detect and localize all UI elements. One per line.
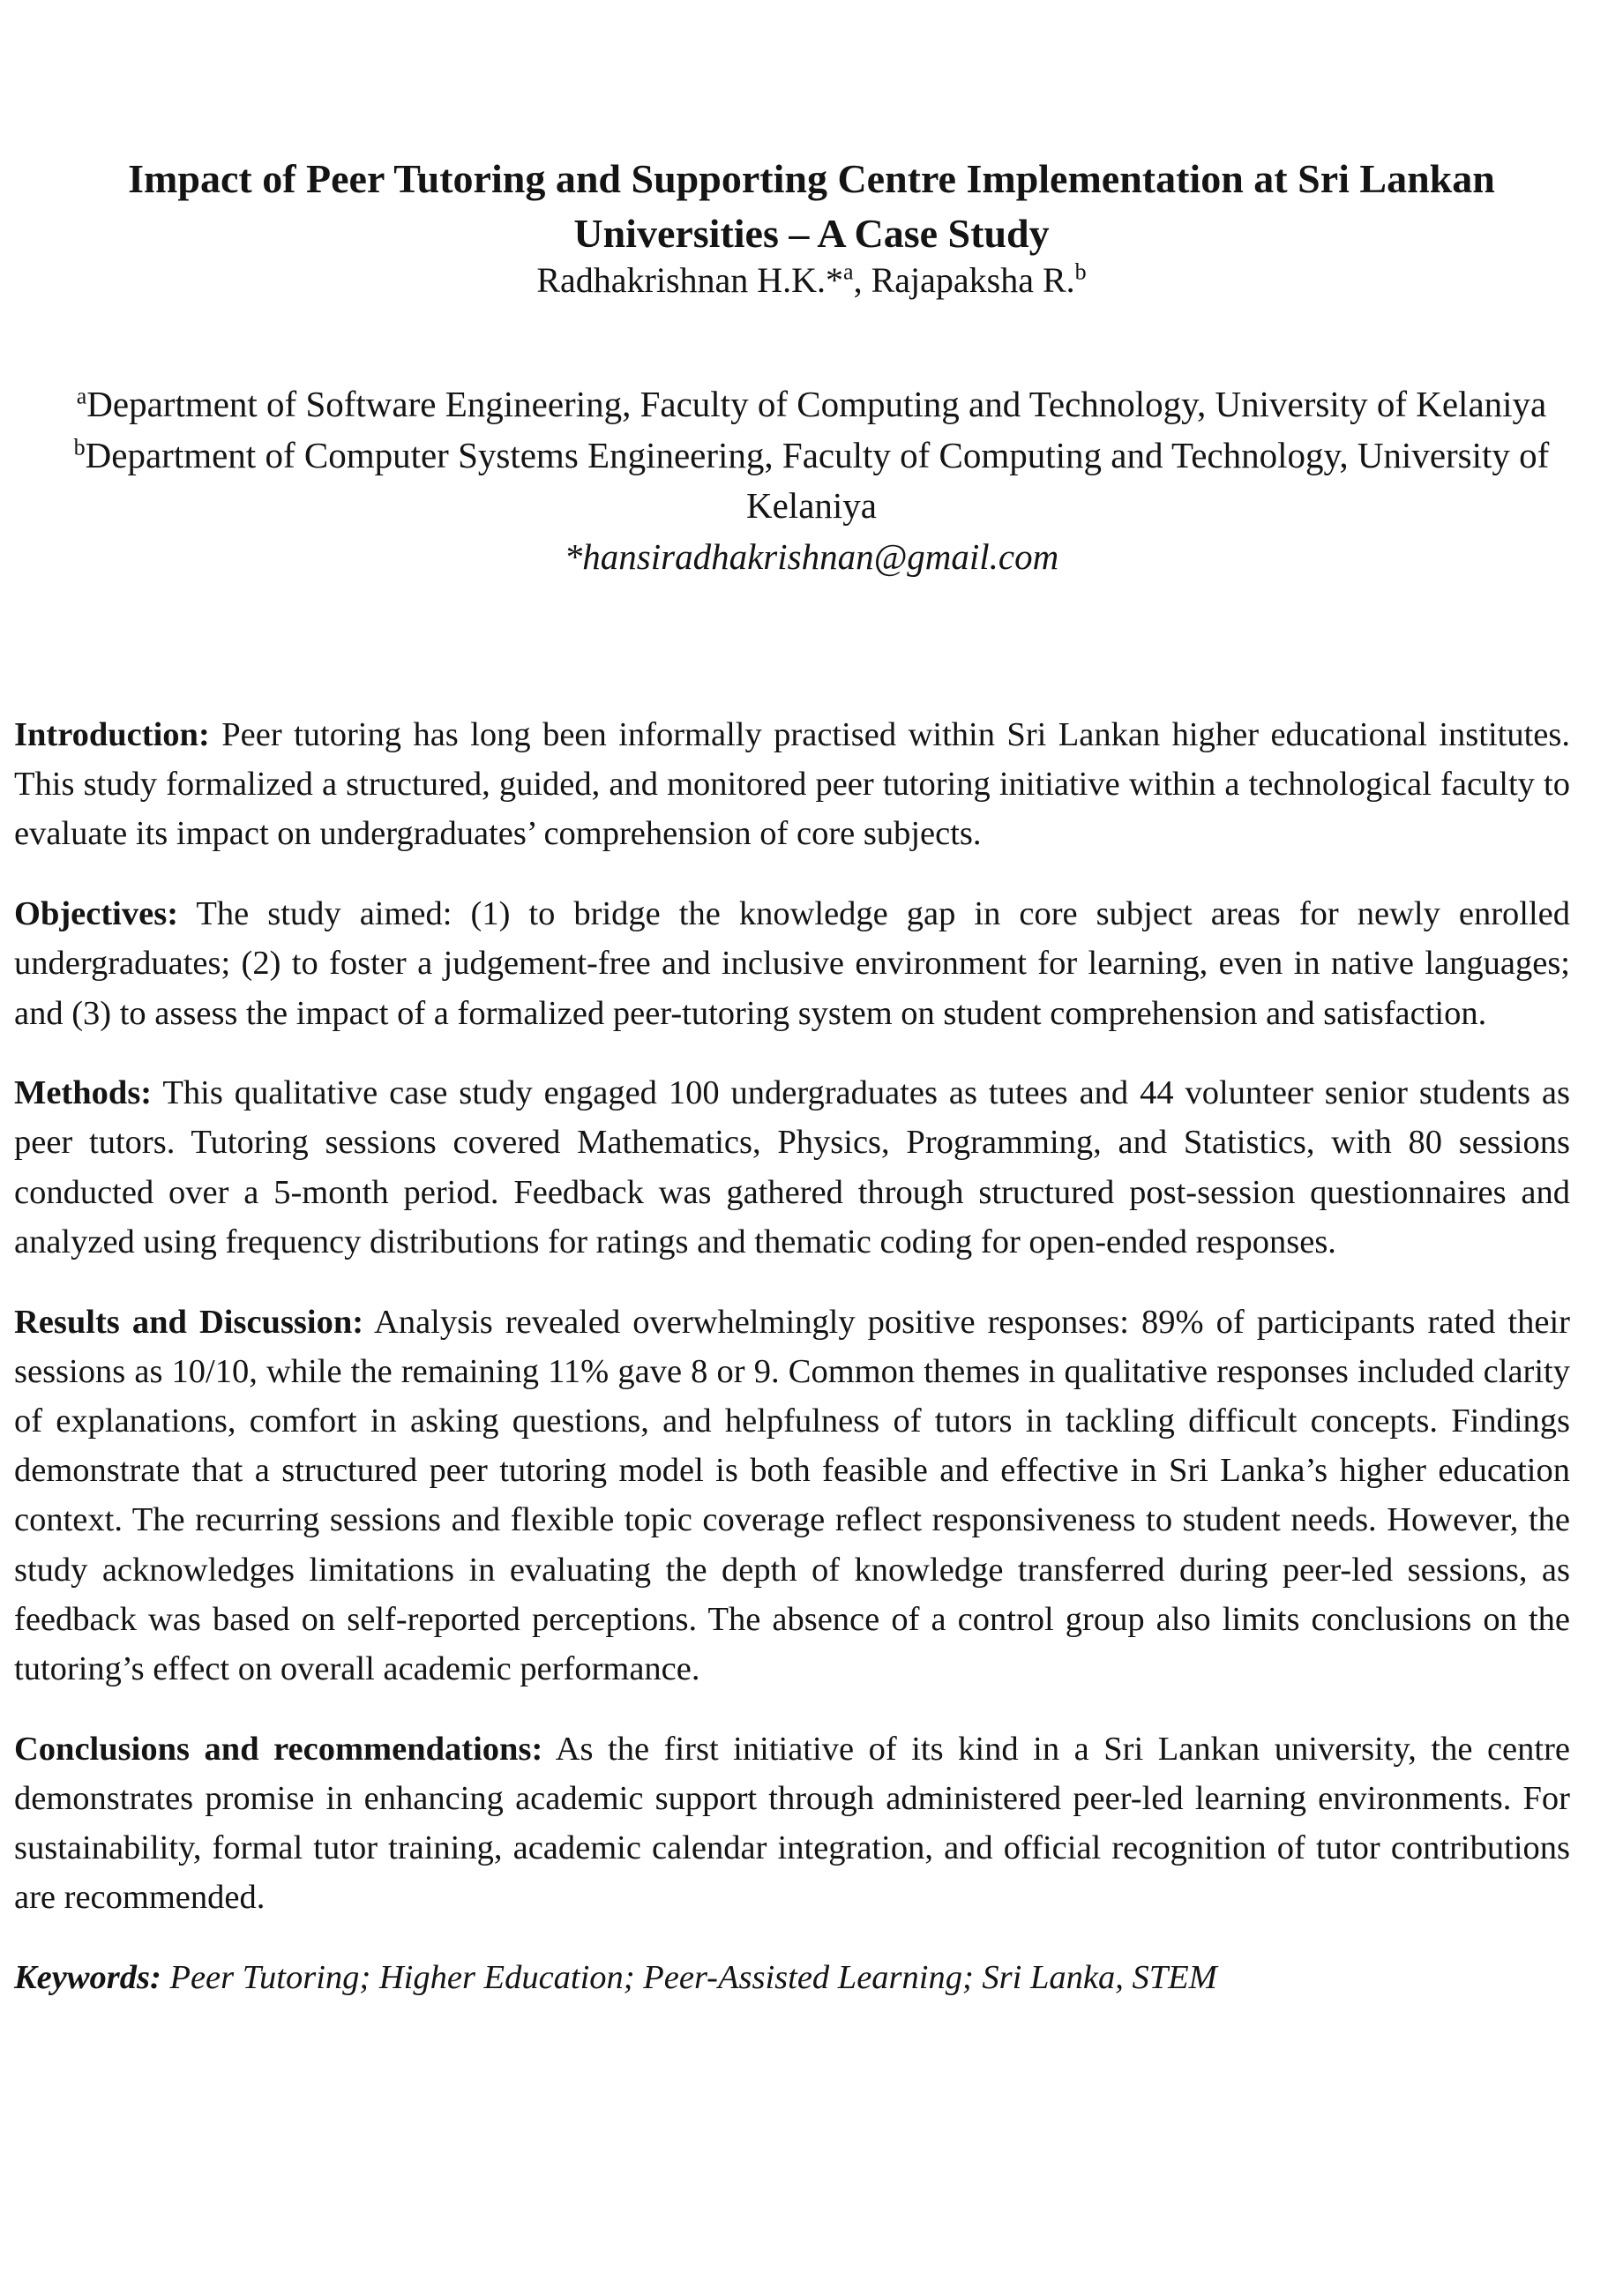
author-2-superscript: b — [1074, 258, 1087, 285]
author-line — [35, 256, 1588, 305]
affiliation-1 — [35, 379, 1588, 430]
methods-paragraph — [14, 1068, 1570, 1267]
introduction-paragraph — [14, 710, 1570, 859]
conclusions-text: As the first initiative of its kind in a Sri Lankan university, the centre demonstrates promise in enhancing academic support through administered peer-led learning environments. For sustainability, formal tutor training, academic calendar integration, and official recognition of tutor contributions are recommended. — [14, 1730, 1570, 1917]
keywords-text: Peer Tutoring; Higher Education; Peer-Assisted Learning; Sri Lanka, STEM — [169, 1958, 1217, 1996]
affiliations — [35, 379, 1588, 582]
author-separator: , — [853, 260, 871, 300]
abstract-body — [14, 710, 1570, 2033]
introduction-text: Peer tutoring has long been informally practised within Sri Lankan higher educational institutes. This study formalized a structured, guided, and monitored peer tutoring initiative within a technological faculty to evaluate its impact on undergraduates’ comprehension of core subjects. — [14, 716, 1571, 853]
results-label: Results and Discussion: — [14, 1303, 364, 1341]
methods-text: This qualitative case study engaged 100 undergraduates as tutees and 44 volunteer senior students as peer tutors. Tutoring sessions covered Mathematics, Physics, Programming, and Statistics, with 80 sessions conducted over a 5-month period. Feedback was gathered through structured post-session questionnaires and analyzed using frequency distributions for ratings and thematic coding for open-ended responses. — [14, 1074, 1570, 1260]
results-text: Analysis revealed overwhelmingly positive responses: 89% of participants rated their sessions as 10/10, while the remaining 11% gave 8 or 9. Common themes in qualitative responses included clarity of explanations, comfort in asking questions, and helpfulness of tutors in tackling difficult concepts. Findings demonstrate that a structured peer tutoring model is both feasible and effective in Sri Lanka’s higher education context. The recurring sessions and flexible topic coverage reflect responsiveness to student needs. However, the study acknowledges limitations in evaluating the depth of knowledge transferred during peer-led sessions, as feedback was based on self-reported perceptions. The absence of a control group also limits conclusions on the tutoring’s effect on overall academic performance. — [14, 1303, 1570, 1687]
introduction-label: Introduction: — [14, 716, 210, 753]
affiliation-2-text: Department of Computer Systems Engineering, Faculty of Computing and Technology, University of Kelaniya — [85, 434, 1550, 526]
objectives-paragraph — [14, 889, 1570, 1038]
affiliation-1-text: Department of Software Engineering, Faculty of Computing and Technology, University of Kelaniya — [86, 384, 1547, 424]
affiliation-2-superscript: b — [73, 433, 86, 460]
conclusions-paragraph — [14, 1724, 1570, 1923]
affiliation-2 — [35, 430, 1588, 532]
corresponding-email: *hansiradhakrishnan@gmail.com — [564, 535, 1059, 577]
conclusions-label: Conclusions and recommendations: — [14, 1730, 543, 1768]
keywords-paragraph — [14, 1953, 1570, 2002]
objectives-label: Objectives: — [14, 895, 179, 933]
author-1-superscript: a — [843, 258, 854, 285]
paper-title: Impact of Peer Tutoring and Supporting Centre Implementation at Sri Lankan Universities – A Case Study — [128, 156, 1495, 256]
objectives-text: The study aimed: (1) to bridge the knowledge gap in core subject areas for newly enrolled undergraduates; (2) to foster a judgement-free and inclusive environment for learning, even in native languages; and (3) to assess the impact of a formalized peer-tutoring system on student comprehension and satisfaction. — [14, 895, 1570, 1032]
methods-label: Methods: — [14, 1074, 153, 1112]
author-1-name: Radhakrishnan H.K.* — [536, 260, 844, 300]
affiliation-1-superscript: a — [76, 383, 87, 409]
results-paragraph — [14, 1298, 1570, 1694]
keywords-label: Keywords: — [14, 1958, 161, 1996]
author-2-name: Rajapaksha R. — [871, 260, 1075, 300]
